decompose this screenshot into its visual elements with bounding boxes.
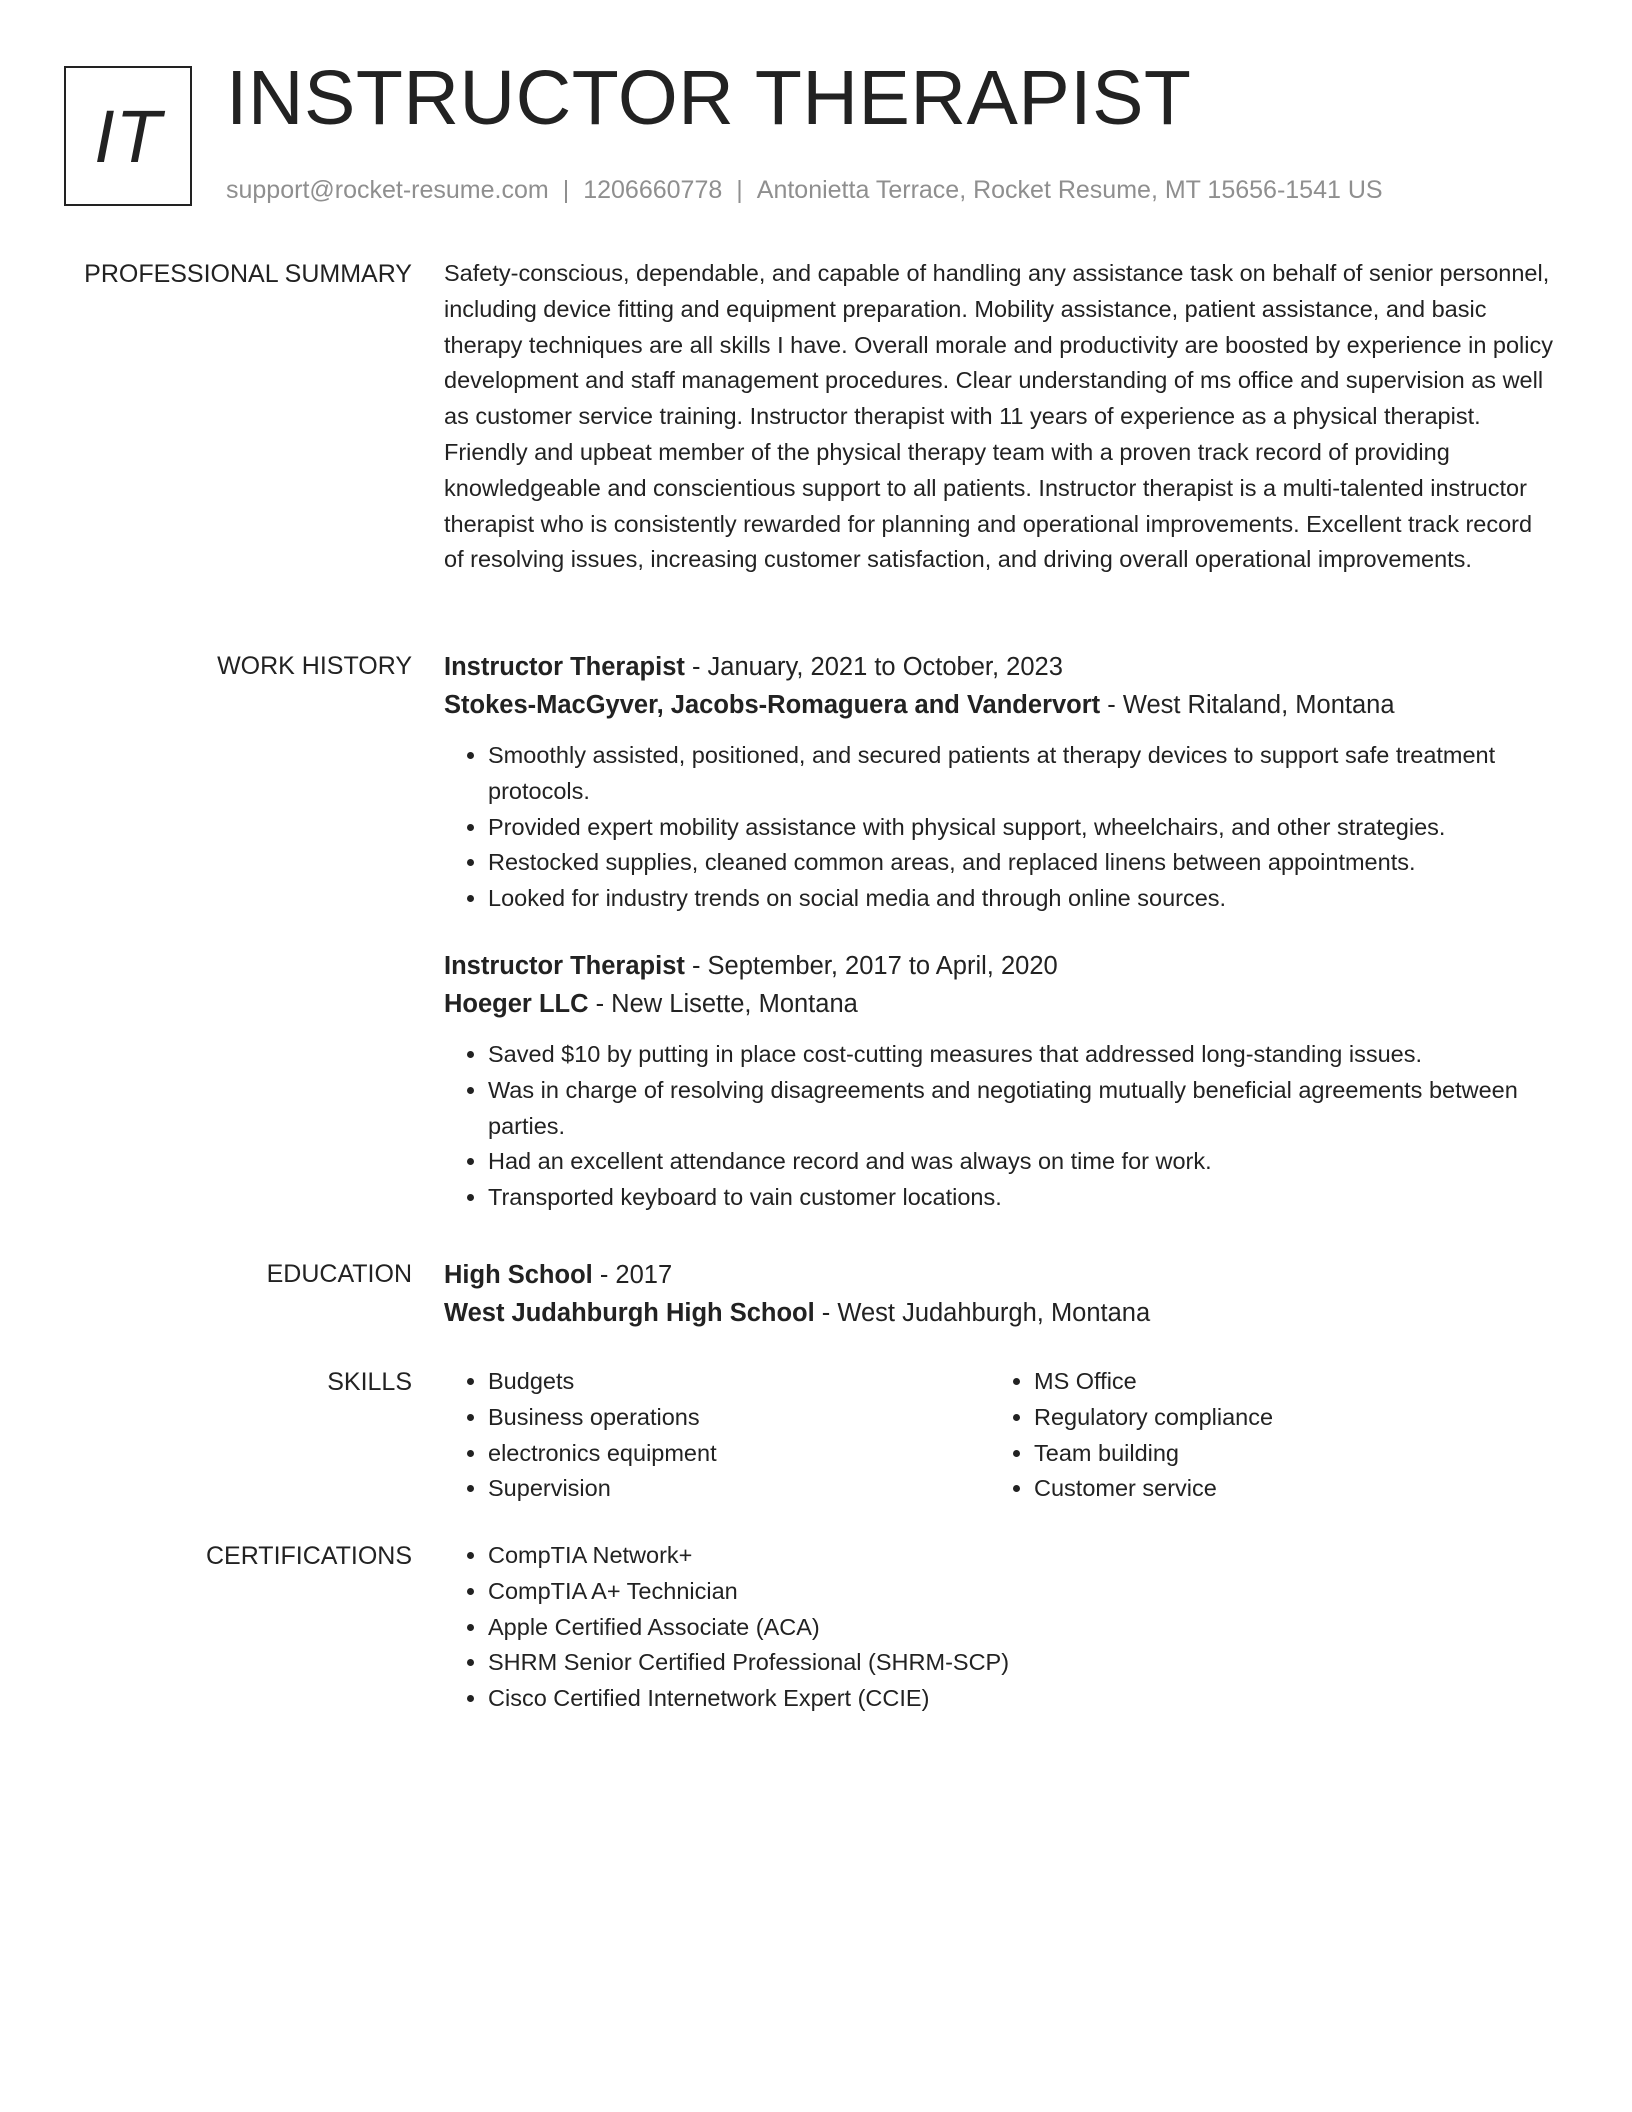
job-title-line bbox=[444, 947, 1556, 985]
job-dates: - September, 2017 to April, 2020 bbox=[684, 951, 1058, 980]
job-location: - New Lisette, Montana bbox=[588, 989, 858, 1018]
summary-text: Safety-conscious, dependable, and capable of handling any assistance task on behalf of senior personnel, including device fitting and equipment preparation. Mobility assistance, patient assistance, and basic therapy techniques are all skills I have. Overall morale and productivity are boosted by experience in policy development and staff management procedures. Clear understanding of ms office and supervision as well as customer service training. Instructor therapist with 11 years of experience as a physical therapist. Friendly and upbeat member of the physical therapy team with a proven track record of providing knowledgeable and conscientious support to all patients. Instructor therapist is a multi-talented instructor therapist who is consistently rewarded for planning and operational improvements. Excellent track record of resolving issues, increasing customer satisfaction, and driving overall operational improvements. bbox=[444, 260, 1553, 573]
job-title: Instructor Therapist bbox=[444, 951, 685, 980]
list-item: • Looked for industry trends on social media and through online sources. bbox=[488, 881, 1556, 917]
section-label-skills: SKILLS bbox=[327, 1368, 412, 1396]
job-company-line bbox=[444, 686, 1556, 724]
section-label-summary: PROFESSIONAL SUMMARY bbox=[84, 260, 412, 288]
job-bullets bbox=[444, 738, 1556, 917]
education-school: West Judahburgh High School bbox=[444, 1299, 815, 1327]
list-item: • electronics equipment bbox=[488, 1436, 990, 1472]
job-company: Stokes-MacGyver, Jacobs-Romaguera and Vandervort bbox=[444, 691, 1101, 719]
email-link[interactable]: support@rocket-resume.com bbox=[226, 176, 549, 204]
contact-line bbox=[226, 172, 1383, 208]
list-item: • Saved $10 by putting in place cost-cutting measures that addressed long-standing issues. bbox=[488, 1037, 1556, 1073]
list-item: • CompTIA Network+ bbox=[488, 1538, 1556, 1574]
list-item: • Supervision bbox=[488, 1471, 990, 1507]
section-label-work-history: WORK HISTORY bbox=[217, 652, 412, 680]
list-item: • Transported keyboard to vain customer locations. bbox=[488, 1180, 1556, 1216]
skills-list-left bbox=[444, 1364, 990, 1507]
separator: | bbox=[736, 176, 743, 204]
list-item: • CompTIA A+ Technician bbox=[488, 1574, 1556, 1610]
job-entry bbox=[444, 947, 1556, 1216]
job-title: Instructor Therapist bbox=[444, 653, 685, 681]
list-item: • Customer service bbox=[1034, 1471, 1536, 1507]
list-item: • Business operations bbox=[488, 1400, 990, 1436]
list-item: • Had an excellent attendance record and was always on time for work. bbox=[488, 1144, 1556, 1180]
list-item: • Cisco Certified Internetwork Expert (CCIE) bbox=[488, 1681, 1556, 1717]
list-item: • Smoothly assisted, positioned, and secured patients at therapy devices to support safe treatment protocols. bbox=[488, 738, 1556, 810]
separator: | bbox=[562, 176, 570, 204]
education-school-line bbox=[444, 1294, 1556, 1332]
list-item: • SHRM Senior Certified Professional (SHRM-SCP) bbox=[488, 1645, 1556, 1681]
list-item: • Regulatory compliance bbox=[1034, 1400, 1536, 1436]
list-item: • Restocked supplies, cleaned common areas, and replaced linens between appointments. bbox=[488, 845, 1556, 881]
education-degree-line bbox=[444, 1256, 1556, 1294]
job-location: - West Ritaland, Montana bbox=[1100, 691, 1395, 719]
job-company: Hoeger LLC bbox=[444, 989, 589, 1018]
candidate-name: INSTRUCTOR THERAPIST bbox=[226, 55, 1192, 141]
list-item: • Budgets bbox=[488, 1364, 990, 1400]
monogram-logo: IT bbox=[64, 66, 192, 206]
skills-list-right bbox=[990, 1364, 1536, 1507]
list-item: • MS Office bbox=[1034, 1364, 1536, 1400]
list-item: • Was in charge of resolving disagreements and negotiating mutually beneficial agreements between parties. bbox=[488, 1073, 1556, 1145]
job-dates: - January, 2021 to October, 2023 bbox=[684, 653, 1063, 681]
education-location: - West Judahburgh, Montana bbox=[814, 1299, 1151, 1327]
education-degree: High School bbox=[444, 1261, 593, 1289]
job-title-line bbox=[444, 648, 1556, 686]
section-label-certifications: CERTIFICATIONS bbox=[205, 1542, 412, 1570]
list-item: • Apple Certified Associate (ACA) bbox=[488, 1610, 1556, 1646]
list-item: • Team building bbox=[1034, 1436, 1536, 1472]
list-item: • Provided expert mobility assistance with physical support, wheelchairs, and other strategies. bbox=[488, 810, 1556, 846]
job-company-line bbox=[444, 985, 1556, 1023]
job-entry bbox=[444, 648, 1556, 917]
certifications-list bbox=[444, 1538, 1556, 1717]
education-year: - 2017 bbox=[592, 1261, 673, 1289]
phone-number: 1206660778 bbox=[583, 176, 723, 204]
job-bullets bbox=[444, 1037, 1556, 1216]
section-label-education: EDUCATION bbox=[266, 1260, 412, 1288]
address: Antonietta Terrace, Rocket Resume, MT 15656-1541 US bbox=[756, 176, 1383, 204]
